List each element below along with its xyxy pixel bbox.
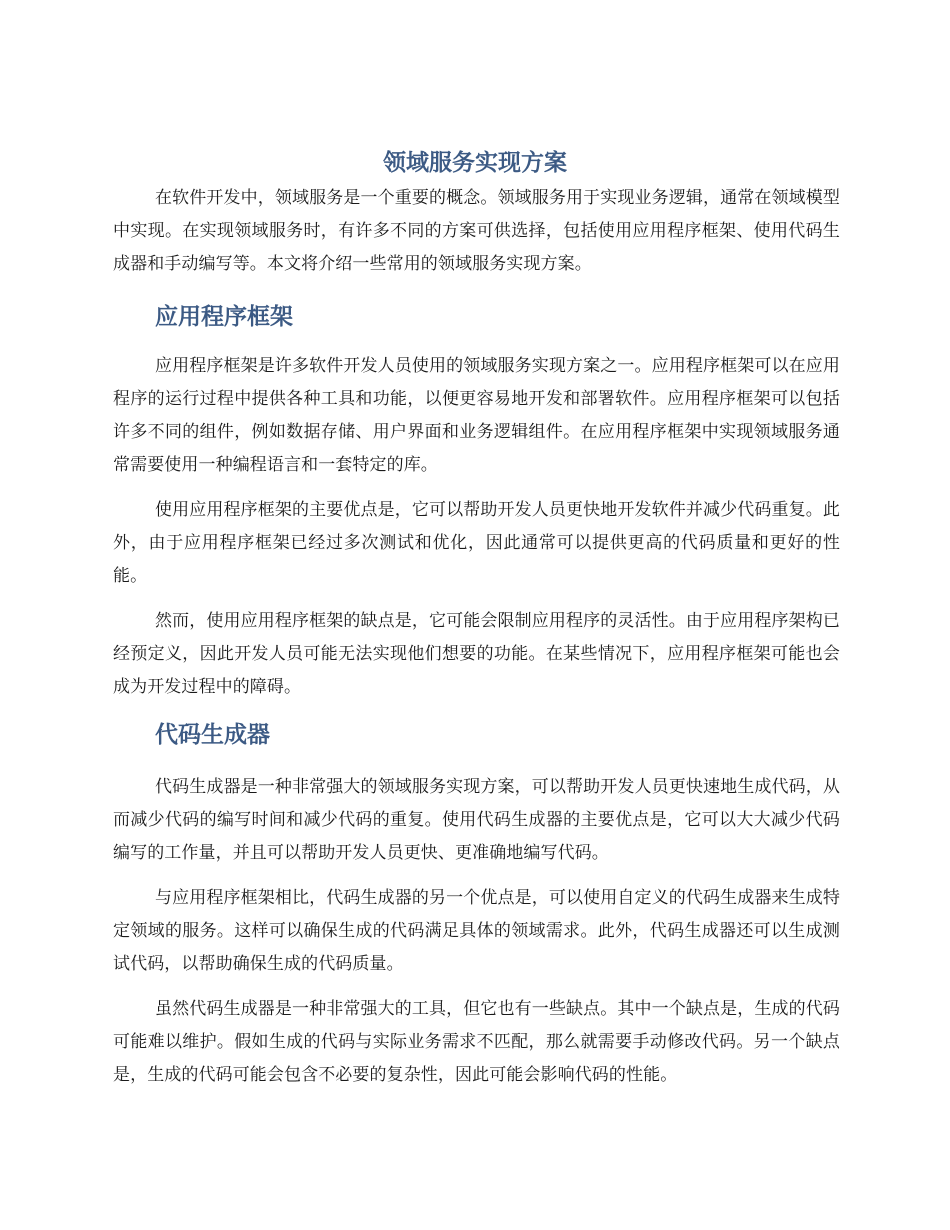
app-framework-paragraph-3: 然而，使用应用程序框架的缺点是，它可能会限制应用程序的灵活性。由于应用程序架构已经预定义，因此开发人员可能无法实现他们想要的功能。在某些情况下，应用程序框架可能也会成为开发过程中的障碍。: [113, 611, 840, 697]
app-framework-paragraph-1: 应用程序框架是许多软件开发人员使用的领域服务实现方案之一。应用程序框架可以在应用程序的运行过程中提供各种工具和功能，以便更容易地开发和部署软件。应用程序框架可以包括许多不同的组件，例如数据存储、用户界面和业务逻辑组件。在应用程序框架中实现领域服务通常需要使用一种编程语言和一套特定的库。: [113, 356, 840, 475]
intro-paragraph: 在软件开发中，领域服务是一个重要的概念。领域服务用于实现业务逻辑，通常在领域模型中实现。在实现领域服务时，有许多不同的方案可供选择，包括使用应用程序框架、使用代码生成器和手动编写等。本文将介绍一些常用的领域服务实现方案。: [113, 188, 840, 274]
section-heading-app-framework: 应用程序框架: [155, 304, 293, 330]
app-framework-paragraph-2: 使用应用程序框架的主要优点是，它可以帮助开发人员更快地开发软件并减少代码重复。此外，由于应用程序框架已经过多次测试和优化，因此通常可以提供更高的代码质量和更好的性能。: [113, 500, 840, 586]
code-generator-paragraph-3: 虽然代码生成器是一种非常强大的工具，但它也有一些缺点。其中一个缺点是，生成的代码可能难以维护。假如生成的代码与实际业务需求不匹配，那么就需要手动修改代码。另一个缺点是，生成的代码可能会包含不必要的复杂性，因此可能会影响代码的性能。: [113, 999, 840, 1085]
code-generator-paragraph-1: 代码生成器是一种非常强大的领域服务实现方案，可以帮助开发人员更快速地生成代码，从而减少代码的编写时间和减少代码的重复。使用代码生成器的主要优点是，它可以大大减少代码编写的工作量，并且可以帮助开发人员更快、更准确地编写代码。: [113, 777, 840, 863]
code-generator-paragraph-2: 与应用程序框架相比，代码生成器的另一个优点是，可以使用自定义的代码生成器来生成特定领域的服务。这样可以确保生成的代码满足具体的领域需求。此外，代码生成器还可以生成测试代码，以帮助确保生成的代码质量。: [113, 888, 840, 974]
document-title: 领域服务实现方案: [383, 150, 567, 176]
section-heading-code-generator: 代码生成器: [155, 722, 270, 748]
